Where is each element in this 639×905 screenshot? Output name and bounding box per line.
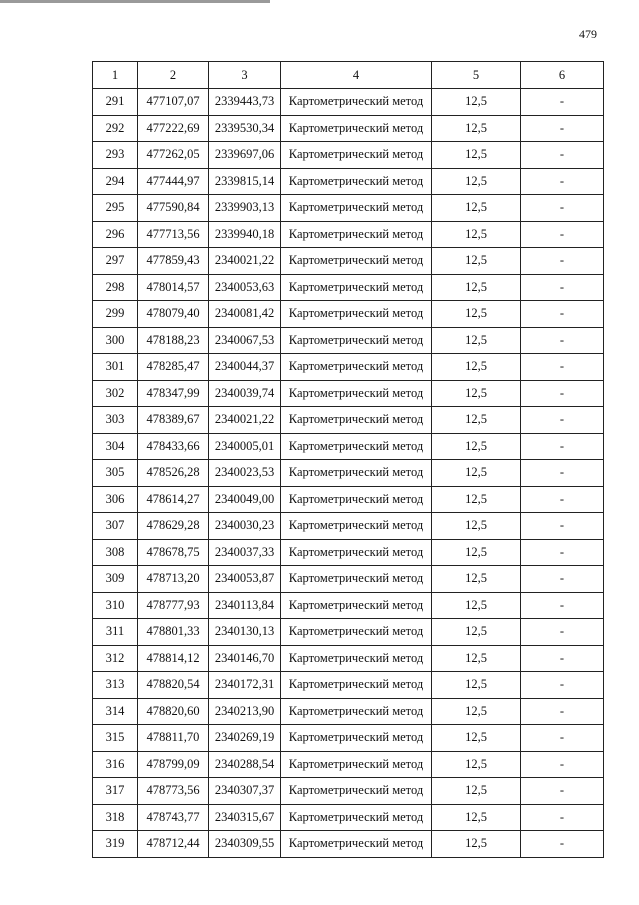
x-coordinate-cell: 478814,12 <box>138 645 209 672</box>
method-cell: Картометрический метод <box>281 380 432 407</box>
table-row <box>93 778 604 805</box>
x-coordinate-cell: 478285,47 <box>138 354 209 381</box>
note-cell: - <box>521 248 604 275</box>
table-row <box>93 168 604 195</box>
y-coordinate-cell: 2340030,23 <box>209 513 281 540</box>
table-row <box>93 831 604 858</box>
y-coordinate-cell: 2340021,22 <box>209 407 281 434</box>
x-coordinate-cell: 478820,60 <box>138 698 209 725</box>
header-cell-2: 2 <box>138 62 209 89</box>
y-coordinate-cell: 2340053,63 <box>209 274 281 301</box>
note-cell: - <box>521 566 604 593</box>
accuracy-cell: 12,5 <box>432 354 521 381</box>
method-cell: Картометрический метод <box>281 89 432 116</box>
table-row <box>93 804 604 831</box>
y-coordinate-cell: 2340005,01 <box>209 433 281 460</box>
table-row <box>93 751 604 778</box>
accuracy-cell: 12,5 <box>432 460 521 487</box>
method-cell: Картометрический метод <box>281 274 432 301</box>
method-cell: Картометрический метод <box>281 831 432 858</box>
scan-edge-line <box>0 0 270 3</box>
note-cell: - <box>521 460 604 487</box>
table-row <box>93 513 604 540</box>
method-cell: Картометрический метод <box>281 460 432 487</box>
x-coordinate-cell: 478712,44 <box>138 831 209 858</box>
note-cell: - <box>521 433 604 460</box>
page-number: 479 <box>579 27 597 41</box>
method-cell: Картометрический метод <box>281 354 432 381</box>
point-number-cell: 302 <box>93 380 138 407</box>
accuracy-cell: 12,5 <box>432 698 521 725</box>
x-coordinate-cell: 478820,54 <box>138 672 209 699</box>
table-row <box>93 725 604 752</box>
accuracy-cell: 12,5 <box>432 725 521 752</box>
accuracy-cell: 12,5 <box>432 89 521 116</box>
x-coordinate-cell: 478743,77 <box>138 804 209 831</box>
note-cell: - <box>521 407 604 434</box>
note-cell: - <box>521 513 604 540</box>
point-number-cell: 292 <box>93 115 138 142</box>
y-coordinate-cell: 2339530,34 <box>209 115 281 142</box>
note-cell: - <box>521 221 604 248</box>
x-coordinate-cell: 478389,67 <box>138 407 209 434</box>
note-cell: - <box>521 274 604 301</box>
note-cell: - <box>521 804 604 831</box>
accuracy-cell: 12,5 <box>432 645 521 672</box>
x-coordinate-cell: 477444,97 <box>138 168 209 195</box>
point-number-cell: 293 <box>93 142 138 169</box>
y-coordinate-cell: 2339815,14 <box>209 168 281 195</box>
note-cell: - <box>521 327 604 354</box>
accuracy-cell: 12,5 <box>432 248 521 275</box>
point-number-cell: 296 <box>93 221 138 248</box>
method-cell: Картометрический метод <box>281 301 432 328</box>
table-row <box>93 354 604 381</box>
accuracy-cell: 12,5 <box>432 301 521 328</box>
point-number-cell: 300 <box>93 327 138 354</box>
method-cell: Картометрический метод <box>281 672 432 699</box>
point-number-cell: 308 <box>93 539 138 566</box>
header-cell-1: 1 <box>93 62 138 89</box>
x-coordinate-cell: 478773,56 <box>138 778 209 805</box>
accuracy-cell: 12,5 <box>432 142 521 169</box>
table-row <box>93 327 604 354</box>
note-cell: - <box>521 168 604 195</box>
header-cell-4: 4 <box>281 62 432 89</box>
method-cell: Картометрический метод <box>281 566 432 593</box>
method-cell: Картометрический метод <box>281 778 432 805</box>
table-row <box>93 142 604 169</box>
accuracy-cell: 12,5 <box>432 804 521 831</box>
x-coordinate-cell: 478678,75 <box>138 539 209 566</box>
y-coordinate-cell: 2340049,00 <box>209 486 281 513</box>
table-row <box>93 645 604 672</box>
x-coordinate-cell: 478777,93 <box>138 592 209 619</box>
accuracy-cell: 12,5 <box>432 513 521 540</box>
method-cell: Картометрический метод <box>281 248 432 275</box>
table-row <box>93 539 604 566</box>
y-coordinate-cell: 2340146,70 <box>209 645 281 672</box>
table-row <box>93 698 604 725</box>
table-row <box>93 195 604 222</box>
table-row <box>93 115 604 142</box>
y-coordinate-cell: 2340023,53 <box>209 460 281 487</box>
method-cell: Картометрический метод <box>281 115 432 142</box>
point-number-cell: 304 <box>93 433 138 460</box>
note-cell: - <box>521 751 604 778</box>
note-cell: - <box>521 672 604 699</box>
table-row <box>93 486 604 513</box>
method-cell: Картометрический метод <box>281 592 432 619</box>
y-coordinate-cell: 2340113,84 <box>209 592 281 619</box>
method-cell: Картометрический метод <box>281 619 432 646</box>
header-cell-6: 6 <box>521 62 604 89</box>
table-row <box>93 248 604 275</box>
method-cell: Картометрический метод <box>281 751 432 778</box>
y-coordinate-cell: 2340053,87 <box>209 566 281 593</box>
accuracy-cell: 12,5 <box>432 168 521 195</box>
note-cell: - <box>521 380 604 407</box>
x-coordinate-cell: 478713,20 <box>138 566 209 593</box>
method-cell: Картометрический метод <box>281 539 432 566</box>
x-coordinate-cell: 477713,56 <box>138 221 209 248</box>
y-coordinate-cell: 2340130,13 <box>209 619 281 646</box>
accuracy-cell: 12,5 <box>432 433 521 460</box>
table-header-row <box>93 62 604 89</box>
header-cell-3: 3 <box>209 62 281 89</box>
method-cell: Картометрический метод <box>281 142 432 169</box>
note-cell: - <box>521 725 604 752</box>
x-coordinate-cell: 477859,43 <box>138 248 209 275</box>
method-cell: Картометрический метод <box>281 195 432 222</box>
point-number-cell: 313 <box>93 672 138 699</box>
note-cell: - <box>521 142 604 169</box>
header-cell-5: 5 <box>432 62 521 89</box>
table-row <box>93 274 604 301</box>
note-cell: - <box>521 698 604 725</box>
table-body <box>93 89 604 858</box>
method-cell: Картометрический метод <box>281 698 432 725</box>
accuracy-cell: 12,5 <box>432 566 521 593</box>
point-number-cell: 311 <box>93 619 138 646</box>
point-number-cell: 306 <box>93 486 138 513</box>
x-coordinate-cell: 478801,33 <box>138 619 209 646</box>
method-cell: Картометрический метод <box>281 725 432 752</box>
point-number-cell: 298 <box>93 274 138 301</box>
y-coordinate-cell: 2340315,67 <box>209 804 281 831</box>
accuracy-cell: 12,5 <box>432 751 521 778</box>
x-coordinate-cell: 477262,05 <box>138 142 209 169</box>
point-number-cell: 317 <box>93 778 138 805</box>
accuracy-cell: 12,5 <box>432 486 521 513</box>
point-number-cell: 303 <box>93 407 138 434</box>
y-coordinate-cell: 2340039,74 <box>209 380 281 407</box>
y-coordinate-cell: 2340067,53 <box>209 327 281 354</box>
table-row <box>93 460 604 487</box>
point-number-cell: 314 <box>93 698 138 725</box>
point-number-cell: 295 <box>93 195 138 222</box>
x-coordinate-cell: 477107,07 <box>138 89 209 116</box>
point-number-cell: 312 <box>93 645 138 672</box>
y-coordinate-cell: 2340081,42 <box>209 301 281 328</box>
point-number-cell: 315 <box>93 725 138 752</box>
table-row <box>93 407 604 434</box>
note-cell: - <box>521 195 604 222</box>
note-cell: - <box>521 831 604 858</box>
point-number-cell: 310 <box>93 592 138 619</box>
note-cell: - <box>521 301 604 328</box>
x-coordinate-cell: 478347,99 <box>138 380 209 407</box>
note-cell: - <box>521 354 604 381</box>
point-number-cell: 291 <box>93 89 138 116</box>
method-cell: Картометрический метод <box>281 486 432 513</box>
method-cell: Картометрический метод <box>281 327 432 354</box>
y-coordinate-cell: 2340288,54 <box>209 751 281 778</box>
x-coordinate-cell: 477590,84 <box>138 195 209 222</box>
note-cell: - <box>521 592 604 619</box>
method-cell: Картометрический метод <box>281 804 432 831</box>
x-coordinate-cell: 478079,40 <box>138 301 209 328</box>
y-coordinate-cell: 2340307,37 <box>209 778 281 805</box>
accuracy-cell: 12,5 <box>432 221 521 248</box>
point-number-cell: 294 <box>93 168 138 195</box>
accuracy-cell: 12,5 <box>432 778 521 805</box>
accuracy-cell: 12,5 <box>432 539 521 566</box>
table-row <box>93 301 604 328</box>
point-number-cell: 309 <box>93 566 138 593</box>
accuracy-cell: 12,5 <box>432 831 521 858</box>
accuracy-cell: 12,5 <box>432 380 521 407</box>
point-number-cell: 319 <box>93 831 138 858</box>
y-coordinate-cell: 2340309,55 <box>209 831 281 858</box>
table-row <box>93 566 604 593</box>
accuracy-cell: 12,5 <box>432 195 521 222</box>
y-coordinate-cell: 2339903,13 <box>209 195 281 222</box>
y-coordinate-cell: 2340037,33 <box>209 539 281 566</box>
method-cell: Картометрический метод <box>281 221 432 248</box>
table-row <box>93 672 604 699</box>
y-coordinate-cell: 2340044,37 <box>209 354 281 381</box>
y-coordinate-cell: 2339940,18 <box>209 221 281 248</box>
note-cell: - <box>521 115 604 142</box>
accuracy-cell: 12,5 <box>432 115 521 142</box>
note-cell: - <box>521 539 604 566</box>
point-number-cell: 301 <box>93 354 138 381</box>
x-coordinate-cell: 478811,70 <box>138 725 209 752</box>
x-coordinate-cell: 478614,27 <box>138 486 209 513</box>
point-number-cell: 297 <box>93 248 138 275</box>
accuracy-cell: 12,5 <box>432 592 521 619</box>
method-cell: Картометрический метод <box>281 513 432 540</box>
x-coordinate-cell: 478188,23 <box>138 327 209 354</box>
point-number-cell: 307 <box>93 513 138 540</box>
accuracy-cell: 12,5 <box>432 274 521 301</box>
table-row <box>93 221 604 248</box>
point-number-cell: 318 <box>93 804 138 831</box>
method-cell: Картометрический метод <box>281 433 432 460</box>
y-coordinate-cell: 2340213,90 <box>209 698 281 725</box>
table-row <box>93 619 604 646</box>
point-number-cell: 305 <box>93 460 138 487</box>
coordinates-table <box>92 61 604 858</box>
table-row <box>93 89 604 116</box>
table-row <box>93 433 604 460</box>
note-cell: - <box>521 486 604 513</box>
note-cell: - <box>521 645 604 672</box>
y-coordinate-cell: 2340269,19 <box>209 725 281 752</box>
y-coordinate-cell: 2340021,22 <box>209 248 281 275</box>
x-coordinate-cell: 478799,09 <box>138 751 209 778</box>
table-row <box>93 380 604 407</box>
table-row <box>93 592 604 619</box>
note-cell: - <box>521 89 604 116</box>
y-coordinate-cell: 2339443,73 <box>209 89 281 116</box>
method-cell: Картометрический метод <box>281 645 432 672</box>
x-coordinate-cell: 478526,28 <box>138 460 209 487</box>
note-cell: - <box>521 619 604 646</box>
x-coordinate-cell: 478433,66 <box>138 433 209 460</box>
point-number-cell: 299 <box>93 301 138 328</box>
method-cell: Картометрический метод <box>281 407 432 434</box>
note-cell: - <box>521 778 604 805</box>
x-coordinate-cell: 478629,28 <box>138 513 209 540</box>
method-cell: Картометрический метод <box>281 168 432 195</box>
accuracy-cell: 12,5 <box>432 327 521 354</box>
accuracy-cell: 12,5 <box>432 407 521 434</box>
x-coordinate-cell: 478014,57 <box>138 274 209 301</box>
x-coordinate-cell: 477222,69 <box>138 115 209 142</box>
y-coordinate-cell: 2340172,31 <box>209 672 281 699</box>
y-coordinate-cell: 2339697,06 <box>209 142 281 169</box>
accuracy-cell: 12,5 <box>432 619 521 646</box>
point-number-cell: 316 <box>93 751 138 778</box>
accuracy-cell: 12,5 <box>432 672 521 699</box>
